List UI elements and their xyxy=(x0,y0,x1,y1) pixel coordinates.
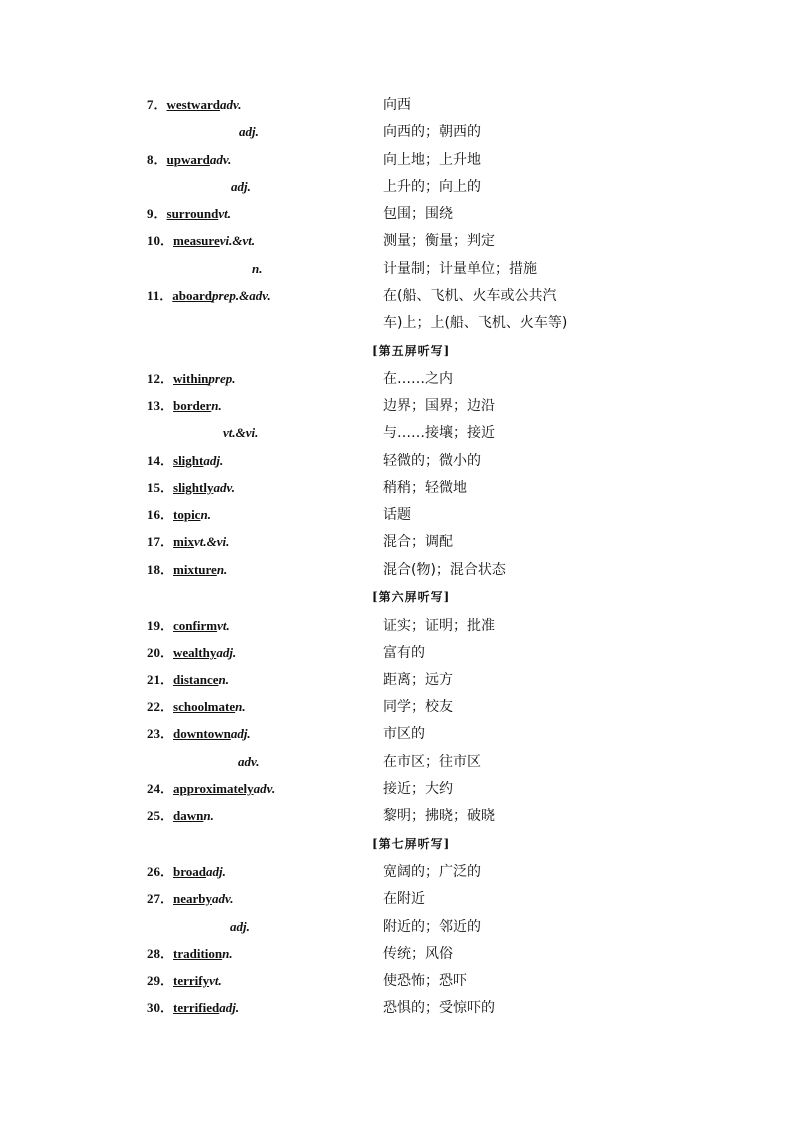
part-of-speech: n. xyxy=(235,699,246,714)
vocab-term xyxy=(147,95,242,115)
chinese-meaning: 稍稍；轻微地 xyxy=(383,480,467,496)
chinese-meaning: 市区的 xyxy=(383,726,425,742)
entry-number: 13． xyxy=(147,398,174,413)
vocab-term xyxy=(147,231,255,251)
entry-number: 14． xyxy=(147,453,174,468)
vocab-row xyxy=(0,313,794,333)
english-word: upward xyxy=(166,152,210,167)
vocab-term xyxy=(147,697,246,717)
vocab-term xyxy=(147,724,251,744)
vocab-term xyxy=(147,505,211,525)
english-word: slightly xyxy=(173,480,214,495)
part-of-speech: adj. xyxy=(230,919,250,934)
vocab-row xyxy=(0,560,794,580)
part-of-speech: n. xyxy=(252,261,263,276)
vocab-term xyxy=(147,670,229,690)
vocab-row xyxy=(0,478,794,498)
section-header-row xyxy=(0,834,794,854)
chinese-meaning: 在(船、飞机、火车或公共汽 xyxy=(383,288,557,304)
english-word: broad xyxy=(173,864,207,879)
part-of-speech: adj. xyxy=(219,1000,240,1015)
chinese-meaning: 在附近 xyxy=(383,891,425,907)
english-word: confirm xyxy=(173,618,218,633)
chinese-meaning: 计量制；计量单位；措施 xyxy=(383,261,537,277)
english-word: measure xyxy=(173,233,220,248)
section-header-row xyxy=(0,587,794,607)
english-word: dawn xyxy=(173,808,204,823)
entry-number: 26． xyxy=(147,864,174,879)
part-of-speech: n. xyxy=(216,562,228,577)
entry-number: 18． xyxy=(147,562,174,577)
part-of-speech: n. xyxy=(200,507,211,522)
english-word: nearby xyxy=(173,891,213,906)
entry-number: 17． xyxy=(147,534,174,549)
section-header: [第七屏听写] xyxy=(372,837,451,851)
entry-number: 12． xyxy=(147,371,174,386)
vocab-row xyxy=(0,779,794,799)
entry-number: 23． xyxy=(147,726,174,741)
part-of-speech: vt. xyxy=(217,618,230,633)
entry-number: 7． xyxy=(147,97,167,112)
english-word: westward xyxy=(166,97,220,112)
vocab-row xyxy=(0,231,794,251)
vocab-term xyxy=(147,616,230,636)
vocab-row xyxy=(0,396,794,416)
vocab-row xyxy=(0,423,794,443)
part-of-speech: adj. xyxy=(216,645,237,660)
entry-number: 11． xyxy=(147,288,173,303)
chinese-meaning: 在……之内 xyxy=(383,371,453,387)
chinese-meaning: 证实；证明；批准 xyxy=(383,618,495,634)
chinese-meaning: 富有的 xyxy=(383,645,425,661)
part-of-speech: adj. xyxy=(230,726,251,741)
part-of-speech: prep.&adv. xyxy=(212,288,271,303)
vocab-row xyxy=(0,451,794,471)
english-word: terrify xyxy=(173,973,210,988)
entry-number: 19． xyxy=(147,618,174,633)
section-header-row xyxy=(0,341,794,361)
english-word: slight xyxy=(173,453,204,468)
chinese-meaning: 传统；风俗 xyxy=(383,946,453,962)
part-of-speech: adv. xyxy=(213,480,236,495)
entry-number: 24． xyxy=(147,781,174,796)
vocab-term xyxy=(147,286,271,306)
vocab-row xyxy=(0,122,794,142)
vocab-row xyxy=(0,177,794,197)
vocab-row xyxy=(0,150,794,170)
entry-number: 8． xyxy=(147,152,167,167)
vocab-row xyxy=(0,616,794,636)
part-of-speech: n. xyxy=(222,946,233,961)
vocab-row xyxy=(0,505,794,525)
chinese-meaning: 接近；大约 xyxy=(383,781,453,797)
part-of-speech: vt. xyxy=(218,206,231,221)
vocab-row xyxy=(0,670,794,690)
part-of-speech: adv. xyxy=(209,152,232,167)
vocab-term xyxy=(147,560,227,580)
chinese-meaning: 向西的；朝西的 xyxy=(383,124,481,140)
entry-number: 9． xyxy=(147,206,167,221)
english-word: terrified xyxy=(173,1000,220,1015)
vocab-row xyxy=(0,369,794,389)
chinese-meaning: 混合(物)；混合状态 xyxy=(383,562,506,578)
entry-number: 27． xyxy=(147,891,174,906)
part-of-speech: n. xyxy=(218,672,229,687)
section-header: [第五屏听写] xyxy=(372,344,451,358)
vocab-term xyxy=(147,889,234,909)
part-of-speech: adv. xyxy=(253,781,276,796)
vocab-row xyxy=(0,286,794,306)
vocab-term xyxy=(147,998,239,1018)
chinese-meaning: 同学；校友 xyxy=(383,699,453,715)
vocab-row xyxy=(0,917,794,937)
entry-number: 10． xyxy=(147,233,174,248)
english-word: within xyxy=(173,371,209,386)
english-word: mixture xyxy=(173,562,217,577)
chinese-meaning: 测量；衡量；判定 xyxy=(383,233,495,249)
chinese-meaning: 与……接壤；接近 xyxy=(383,425,495,441)
english-word: border xyxy=(173,398,212,413)
part-of-speech: adj. xyxy=(231,179,251,194)
vocab-row xyxy=(0,889,794,909)
vocab-row xyxy=(0,697,794,717)
vocab-term xyxy=(147,396,222,416)
vocab-row xyxy=(0,532,794,552)
vocab-row xyxy=(0,998,794,1018)
vocab-row xyxy=(0,643,794,663)
chinese-meaning: 包围；围绕 xyxy=(383,206,453,222)
vocab-term xyxy=(147,643,236,663)
chinese-meaning: 车)上；上(船、飞机、火车等) xyxy=(383,315,568,331)
vocab-term xyxy=(147,862,226,882)
part-of-speech: n. xyxy=(203,808,214,823)
entry-number: 21． xyxy=(147,672,174,687)
part-of-speech: adj. xyxy=(203,453,224,468)
chinese-meaning: 话题 xyxy=(383,507,411,523)
chinese-meaning: 上升的；向上的 xyxy=(383,179,481,195)
english-word: tradition xyxy=(173,946,223,961)
chinese-meaning: 附近的；邻近的 xyxy=(383,919,481,935)
entry-number: 25． xyxy=(147,808,174,823)
vocab-row xyxy=(0,259,794,279)
vocab-row xyxy=(0,944,794,964)
english-word: schoolmate xyxy=(173,699,236,714)
vocab-row xyxy=(0,752,794,772)
part-of-speech: n. xyxy=(211,398,222,413)
vocab-term xyxy=(147,451,223,471)
vocab-row xyxy=(0,95,794,115)
vocab-term xyxy=(147,944,233,964)
part-of-speech: adj. xyxy=(206,864,226,879)
part-of-speech: prep. xyxy=(208,371,236,386)
vocab-term xyxy=(147,369,236,389)
english-word: mix xyxy=(173,534,194,549)
part-of-speech: vt.&vi. xyxy=(223,425,259,440)
english-word: downtown xyxy=(173,726,231,741)
vocab-term xyxy=(147,971,222,991)
part-of-speech: adj. xyxy=(239,124,259,139)
vocab-row xyxy=(0,862,794,882)
part-of-speech: vt.&vi. xyxy=(193,534,230,549)
entry-number: 22． xyxy=(147,699,174,714)
vocab-term xyxy=(147,204,231,224)
vocab-row xyxy=(0,971,794,991)
part-of-speech: vi.&vt. xyxy=(219,233,256,248)
part-of-speech: adv. xyxy=(238,754,260,769)
vocab-term xyxy=(147,478,235,498)
chinese-meaning: 黎明；拂晓；破晓 xyxy=(383,808,495,824)
vocab-term xyxy=(147,150,231,170)
chinese-meaning: 向上地；上升地 xyxy=(383,152,481,168)
part-of-speech: adv. xyxy=(219,97,242,112)
chinese-meaning: 边界；国界；边沿 xyxy=(383,398,495,414)
english-word: approximately xyxy=(173,781,254,796)
chinese-meaning: 轻微的；微小的 xyxy=(383,453,481,469)
part-of-speech: adv. xyxy=(212,891,234,906)
english-word: wealthy xyxy=(173,645,217,660)
vocab-row xyxy=(0,806,794,826)
vocab-row xyxy=(0,724,794,744)
chinese-meaning: 距离；远方 xyxy=(383,672,453,688)
chinese-meaning: 在市区；往市区 xyxy=(383,754,481,770)
vocab-term xyxy=(147,779,275,799)
chinese-meaning: 使恐怖；恐吓 xyxy=(383,973,467,989)
english-word: surround xyxy=(166,206,219,221)
entry-number: 28． xyxy=(147,946,174,961)
section-header: [第六屏听写] xyxy=(372,590,451,604)
vocab-term xyxy=(147,806,214,826)
vocab-row xyxy=(0,204,794,224)
chinese-meaning: 宽阔的；广泛的 xyxy=(383,864,481,880)
chinese-meaning: 恐惧的；受惊吓的 xyxy=(383,1000,495,1016)
english-word: aboard xyxy=(172,288,213,303)
chinese-meaning: 混合；调配 xyxy=(383,534,453,550)
entry-number: 30． xyxy=(147,1000,174,1015)
entry-number: 15． xyxy=(147,480,174,495)
english-word: distance xyxy=(173,672,219,687)
entry-number: 20． xyxy=(147,645,174,660)
entry-number: 16． xyxy=(147,507,174,522)
vocab-term xyxy=(147,532,229,552)
part-of-speech: vt. xyxy=(209,973,222,988)
chinese-meaning: 向西 xyxy=(383,97,411,113)
entry-number: 29． xyxy=(147,973,174,988)
english-word: topic xyxy=(173,507,201,522)
